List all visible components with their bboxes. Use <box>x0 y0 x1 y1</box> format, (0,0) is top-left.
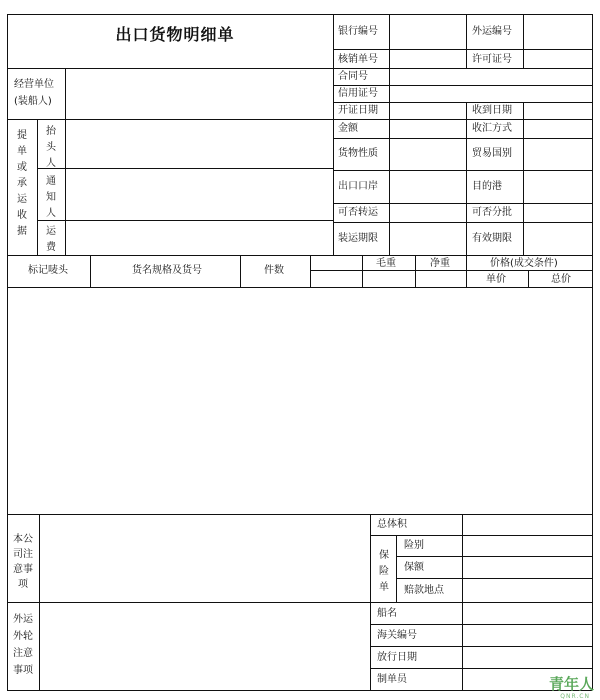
watermark-logo: 青年人 <box>548 675 594 693</box>
consignee-label: 抬头人 <box>46 126 56 169</box>
received-date-label: 收到日期 <box>472 105 512 116</box>
lc-no-label: 信用证号 <box>338 88 378 99</box>
rule <box>7 602 592 603</box>
total-price-header: 总价 <box>551 274 571 285</box>
rule <box>396 556 592 557</box>
shipper-label: 经营单位 <box>14 79 54 90</box>
rule <box>466 255 467 287</box>
freight-label: 运费 <box>46 226 56 253</box>
rule <box>370 624 592 625</box>
rule <box>528 270 529 287</box>
rule <box>37 168 333 169</box>
rule <box>466 102 467 255</box>
issue-date-label: 开证日期 <box>338 105 378 116</box>
customs-no-label: 海关编号 <box>377 630 417 641</box>
goods-nature-label: 货物性质 <box>338 148 378 159</box>
rule <box>39 514 40 690</box>
rule <box>333 203 592 204</box>
destination-port-label: 目的港 <box>472 181 502 192</box>
rule <box>389 14 390 255</box>
rule <box>37 220 333 221</box>
rule <box>396 578 592 579</box>
rule <box>333 85 592 86</box>
rule <box>333 138 592 139</box>
rule <box>7 119 592 120</box>
rule <box>523 14 524 69</box>
rule <box>310 255 311 287</box>
verification-no-label: 核销单号 <box>338 54 378 65</box>
rule <box>333 68 592 69</box>
rule <box>7 287 592 288</box>
border-top <box>7 14 592 15</box>
gross-weight-header: 毛重 <box>376 258 396 269</box>
trade-country-label: 贸易国别 <box>472 148 512 159</box>
contract-no-label: 合同号 <box>338 71 368 82</box>
rule <box>7 68 333 69</box>
unit-price-header: 单价 <box>486 274 506 285</box>
rule <box>90 255 91 287</box>
rule <box>333 102 592 103</box>
partial-shipment-label: 可否分批 <box>472 207 512 218</box>
rule <box>333 170 592 171</box>
border-bottom <box>7 690 592 691</box>
shipping-notes-label: 外运外轮注意事项 <box>13 614 33 676</box>
rule <box>462 514 463 690</box>
watermark-sub: QNR.CN <box>560 693 590 700</box>
rule <box>370 514 371 690</box>
bill-of-lading-group-label: 提单或承运收据 <box>17 130 27 237</box>
rule <box>333 14 334 255</box>
rule <box>370 535 592 536</box>
amount-label: 金额 <box>338 123 358 134</box>
release-date-label: 放行日期 <box>377 652 417 663</box>
bank-no-label: 银行编号 <box>338 26 378 37</box>
border-right <box>592 14 593 690</box>
company-notes-label: 本公司注意事项 <box>13 534 33 590</box>
insurance-group-label: 保险单 <box>379 550 389 593</box>
shipper-sub-label: (装船人) <box>14 96 52 107</box>
license-no-label: 许可证号 <box>472 54 512 65</box>
border-left <box>7 14 8 690</box>
form-title: 出口货物明细单 <box>115 25 235 44</box>
rule <box>333 49 592 50</box>
rule <box>7 255 592 256</box>
rule <box>310 270 592 271</box>
rule <box>415 255 416 287</box>
transshipment-label: 可否转运 <box>338 207 378 218</box>
description-header: 货名规格及货号 <box>132 265 202 276</box>
rule <box>7 514 592 515</box>
shipment-period-label: 装运期限 <box>338 233 378 244</box>
rule <box>333 222 592 223</box>
notify-party-label: 通知人 <box>46 176 56 219</box>
rule <box>65 68 66 119</box>
vessel-name-label: 船名 <box>377 608 397 619</box>
insured-amount-label: 保额 <box>404 562 424 573</box>
rule <box>396 535 397 602</box>
risk-type-label: 险别 <box>404 540 424 551</box>
rule <box>370 646 592 647</box>
shipping-no-label: 外运编号 <box>472 26 512 37</box>
prepared-by-label: 制单员 <box>377 674 407 685</box>
packages-header: 件数 <box>264 265 284 276</box>
rule <box>370 668 592 669</box>
rule <box>466 14 467 69</box>
total-volume-label: 总体积 <box>377 519 407 530</box>
rule <box>65 119 66 255</box>
rule <box>523 102 524 255</box>
marks-header: 标记唛头 <box>28 265 68 276</box>
rule <box>240 255 241 287</box>
price-header: 价格(成交条件) <box>490 258 558 269</box>
export-port-label: 出口口岸 <box>338 181 378 192</box>
claims-place-label: 赔款地点 <box>404 585 444 596</box>
collection-method-label: 收汇方式 <box>472 123 512 134</box>
rule <box>362 255 363 287</box>
validity-period-label: 有效期限 <box>472 233 512 244</box>
rule <box>37 119 38 255</box>
net-weight-header: 净重 <box>430 258 450 269</box>
